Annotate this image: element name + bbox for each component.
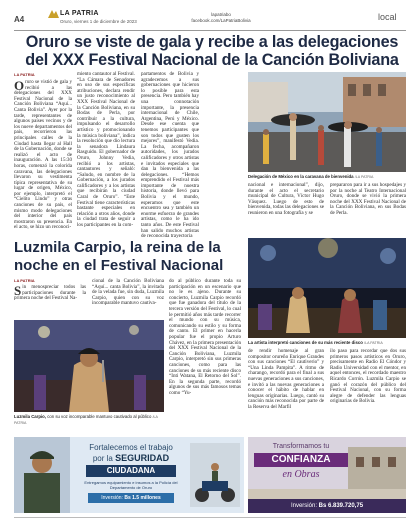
- page-header: [0, 0, 420, 30]
- facebook-link: facebook.com/LaPatriaBolivia: [191, 18, 251, 23]
- article2-column-5: ilo paso para recordar que dos sus primeros pasos artísticos en Oruro, precisamente en Radio El Cóndor y Radio Universidad con el mentor, en aquel entonces, el recordado maestro Ricardo Corrón. Luzmila Carpio se ganó el corazón del público del Festival Nacional, con su forma alegre de defender las lenguas originarias de Bolivia.: [330, 348, 406, 405]
- ad-line-2-bold: SEGURIDAD: [115, 453, 170, 463]
- social-links: [186, 12, 256, 24]
- article1-photo-caption: [248, 174, 406, 180]
- investment-label: Inversión:: [101, 495, 123, 501]
- article1-col1-text: ruro se vistió de gala y recibió a las delegaciones del XXX Festival Nacional de la Canción Boliviana “Aquí... Canta Bolivia”. Ayer por la tarde, representantes de algunos países vecinos y de los nueve departamentos del país, recorrieron las principales calles de la Ciudad hasta llegar al Hall de la Gobernación, donde se realizó el acto de inauguración. A las 15:30 horas, comenzó la colorida caravana, las delegaciones llevaron su vestimenta típica representativa de su lugar de origen, México, por ejemplo, interpretó el “Cielito Lindo” y otras canciones de su país, el mismo modo delegaciones del interior del país mostraron su presencia. En el acto, se hizo un reconoci-: [14, 79, 72, 231]
- article2-column-3: do al público durante toda su participación en un escenario que no le es ajeno. Durante su concierto, Luzmila Carpio recordó que fue ganadora del título de la tercera versión del Festival, lo cual le permitió años más tarde recorrer el mundo con su música, comunicando su estilo y su forma de canto. El primer en hacerla popular fue el propio Arturo Chávez, en la primera presentación del XXX Festival Nacional de la Canción Boliviana, Luzmila Carpio, interpretó sin sus primeras canciones, como para las canciones de su más reciente disco “Inti Watana, El Retorno del Sol”. En la segunda parte, recordó algunos de sus más famosos temas como “Yu-: [169, 278, 241, 396]
- photo-source: /LA PATRIA: [14, 415, 158, 425]
- article1-byline: LA PATRIA: [14, 72, 35, 77]
- article1-photo: [248, 72, 406, 172]
- article1-column-4: nacional e internacional”, dijo, durante el acto el secretario municipal de Cultura, Víctor Hugo Vásquez. Luego de esto de bienvenida, todas las delegaciones se reunieron en una fotografía y se: [248, 182, 324, 216]
- ad-right-investment: [248, 499, 406, 513]
- article2-photo-2: [248, 238, 406, 338]
- confidence-advertisement[interactable]: [248, 437, 406, 513]
- article2-headline: Luzmila Carpio, la reina de la noche en el Festival Nacional: [14, 239, 224, 274]
- article1-column-5: prepararon para ir a sus hospedajes y por la noche al Teatro Internacional Oruro, donde se vivió la primera noche del XXX Festival Nacional de la Canción Boliviana, en sus Bodas de Perla.: [330, 182, 406, 216]
- stage-photo-illustration: [248, 238, 406, 338]
- article1-headline: Oruro se viste de gala y recibe a las delegaciones del XXX Festival Nacional de la Canción Boliviana: [25, 33, 399, 69]
- security-advertisement[interactable]: [14, 437, 244, 513]
- investment-label: Inversión:: [290, 503, 317, 509]
- ad-line-2: [76, 453, 186, 463]
- ad-investment: [88, 493, 174, 503]
- newspaper-logo-icon: [48, 10, 59, 18]
- photo-source: /LA PATRIA: [354, 175, 374, 179]
- ad-line-1: Fortalecemos el trabajo: [89, 443, 173, 452]
- page-number: A4: [14, 15, 25, 24]
- ad-right-line-1: Transformamos tu: [272, 443, 330, 450]
- article2-photo-1: [14, 320, 164, 412]
- header-divider: [14, 30, 406, 31]
- article2-byline: LA PATRIA: [14, 278, 35, 283]
- ad-line-3: CIUDADANA: [86, 465, 176, 477]
- caption-text: La artista interpretó canciones de su más reciente disco: [248, 340, 363, 345]
- ad-small-text: Entregamos equipamiento e insumos a la Policía del Departamento de Oruro: [84, 480, 178, 490]
- section-name: local: [378, 12, 397, 22]
- article2-dropcap: S: [14, 283, 22, 298]
- article2-column-4: de rendir homenaje al gran compositor orureño Enrique Grandes con sus canciones “El cautiverio” y “Una Linda Pampita”. A ritmo de charango, recordó para el final a sus nuevas generaciones a sus canciones, e invitó a las nuevas generaciones a conocer el hábito de hablar en lenguas originarias. Luego, cantó su canción más reconocida por parte de la Reserva del Marfil: [248, 348, 324, 410]
- date-line: Oruro, viernes 1 de diciembre de 2023: [60, 19, 137, 24]
- article1-dropcap: O: [14, 78, 25, 93]
- article1-column-3: partamentos de Bolivia y agradecemos a sus gobernaciones que hicieron lo posible para esta presencia. Pero también hay una connotación importante, la presencia internacional de Chile, Argentina, Perú y México. Desde ese cuenta que tenemos participantes que son todos que gusten los mejores”, manifestó Vedia. La fecha, acompañaron autoridades, los jurados calificadores y otros artistas e invitados especiales que dan la bienvenida a las delegaciones. “Hemos emprendido el Festival más importante de nuestra historia, donde llevó para Bolivia y el mundo, esperamos que este encuentro sea y también un enorme esfuerzo de grandes artistas, como le ha ido tanto años. De este Festival han salido muchos artistas de reconocida trayectoria: [141, 71, 199, 240]
- ad-right-line-2: CONFIANZA: [254, 453, 348, 467]
- article2-column-1: [14, 285, 86, 319]
- article2-photo-1-caption: [14, 414, 164, 426]
- social-handle: lapatriabo: [211, 12, 231, 17]
- paper-name: LA PATRIA: [60, 10, 99, 17]
- caption-text: Delegación de México en la caravana de bienvenida: [248, 174, 354, 179]
- ad-line-2-prefix: por la: [92, 454, 113, 463]
- article2-photo-2-caption: [248, 340, 406, 346]
- investment-value: Bs 6.839.720,75: [318, 503, 364, 509]
- article2-column-2: cional de la Canción Boliviana “Aquí... canta Bolivia”, la invitada de la velada fue, sin duda, Luzmila Carpio, quien con su voz incomparable mantuvo cautiva-: [92, 278, 164, 307]
- singer-photo-illustration: [14, 320, 164, 412]
- motorcycle-fleet-illustration: [190, 443, 240, 507]
- ad-right-line-3: en Obras: [282, 469, 320, 480]
- investment-value: Bs 1.5 millones: [124, 495, 161, 501]
- article2-col1-text: in menospreciar todos las participaciones durante la primera noche del Festival Na-: [14, 284, 86, 302]
- footer-divider: [14, 517, 406, 518]
- police-officer-illustration: [14, 437, 70, 513]
- caption-bold: Luzmila Carpio,: [14, 414, 46, 419]
- article1-column-1: [14, 80, 72, 230]
- parade-photo-illustration: [248, 72, 406, 172]
- photo-source: /LA PATRIA: [364, 341, 383, 345]
- article1-column-2: miento cantautor al Festival. “La Cámara de Senadores en uso de sus específicas atribuciones, declara rendir un justo reconocimiento al XXX Festival Nacional de la Canción Boliviana, en su Bodas de Perla, por contribuir a la cultura, impulsando el desarrollo artístico y promocionando la música boliviana”, indica la resolución que dio lectura la senadora Lindaura Rasguido. El gobernador de Oruro, Johnny Vedia, recibió a los artistas, cantautores y señaló: “Saludo, en nombre de la Gobernación, a los jurados calificadores y a los artistas que recibirán la ciudad Caral de Oruro”. “Este Festival tiene características bastante especiales en relación a otros años, donde la ciudad trata de seguir a los participantes en la com-: [77, 71, 135, 229]
- caption-text: con su voz incomparable mantuvo cautivado al público: [47, 414, 152, 419]
